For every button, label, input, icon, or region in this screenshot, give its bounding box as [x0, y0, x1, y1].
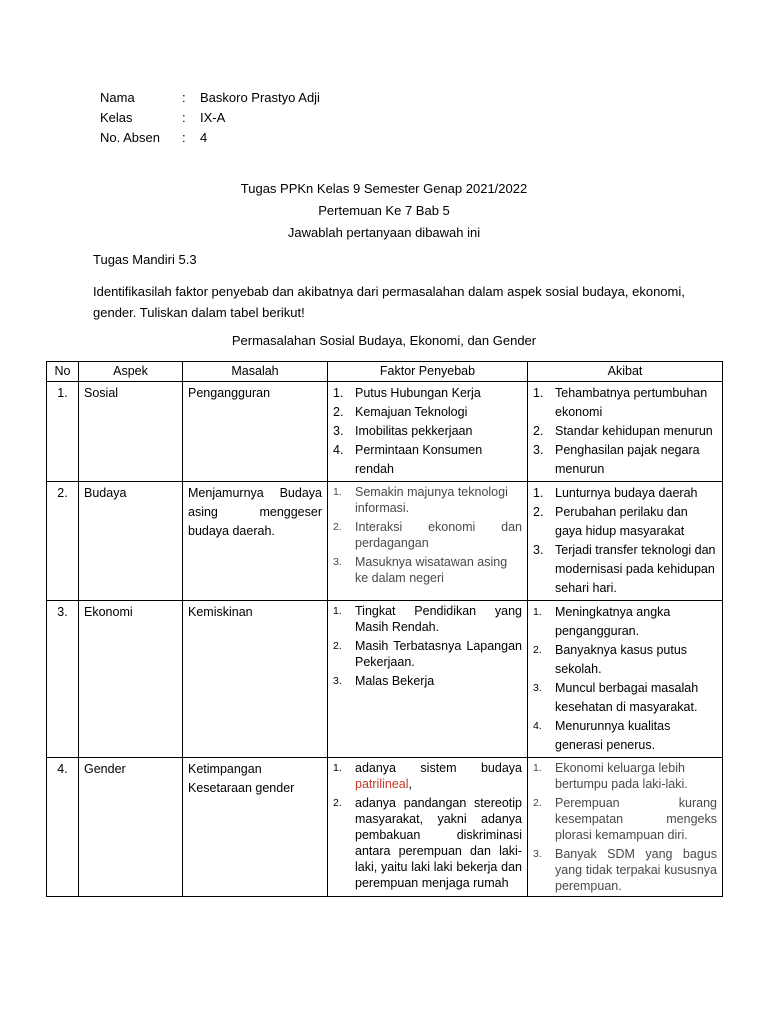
- list-number: 4.: [533, 720, 542, 732]
- header-akibat: Akibat: [528, 362, 723, 382]
- faktor-list: [333, 760, 522, 891]
- list-number: 3.: [333, 556, 342, 568]
- header-faktor: Faktor Penyebab: [328, 362, 528, 382]
- row-number: 4.: [47, 758, 79, 897]
- list-text-main: adanya sistem budaya: [355, 761, 522, 775]
- row-masalah: Ketimpangan Kesetaraan gender: [183, 758, 328, 897]
- list-number: 1.: [333, 762, 342, 774]
- list-number: 2.: [333, 521, 342, 533]
- row-akibat: [528, 601, 723, 758]
- header-masalah: Masalah: [183, 362, 328, 382]
- row-aspek: Budaya: [79, 482, 183, 601]
- list-number: 3.: [333, 424, 344, 438]
- absen-colon: :: [182, 130, 186, 145]
- list-number: 1.: [533, 386, 544, 400]
- list-number: 2.: [533, 797, 542, 809]
- row-faktor: [328, 382, 528, 482]
- row-faktor: [328, 482, 528, 601]
- faktor-list: [333, 603, 522, 689]
- row-number: 2.: [47, 482, 79, 601]
- list-item: [533, 422, 717, 441]
- list-number: 3.: [533, 443, 544, 457]
- list-number: 1.: [533, 486, 544, 500]
- table-title: Permasalahan Sosial Budaya, Ekonomi, dan Gender: [231, 333, 537, 348]
- list-item: [333, 484, 522, 516]
- list-text: Meningkatnya angka pengangguran.: [555, 605, 671, 638]
- list-item: [533, 384, 717, 422]
- list-item: [533, 503, 717, 541]
- row-akibat: [528, 758, 723, 897]
- list-text: Putus Hubungan Kerja: [355, 386, 481, 400]
- heading-line-1: Tugas PPKn Kelas 9 Semester Genap 2021/2022: [240, 181, 528, 196]
- list-text: Penghasilan pajak negara menurun: [555, 443, 700, 476]
- akibat-list: [533, 384, 717, 479]
- list-text-end: ,: [408, 777, 412, 791]
- heading-line-3: Jawablah pertanyaan dibawah ini: [287, 225, 481, 240]
- list-item: [333, 603, 522, 635]
- row-number: 1.: [47, 382, 79, 482]
- list-number: 3.: [533, 848, 542, 860]
- class-value: IX-A: [200, 110, 226, 125]
- list-text: Terjadi transfer teknologi dan modernisasi pada kehidupan sehari hari.: [555, 543, 716, 595]
- absen-value: 4: [200, 130, 208, 145]
- list-item: [533, 441, 717, 479]
- list-item: [533, 603, 717, 641]
- list-number: 2.: [533, 644, 542, 656]
- row-aspek: Ekonomi: [79, 601, 183, 758]
- list-text: Interaksi ekonomi dan perdagangan: [355, 520, 522, 550]
- list-text: Semakin majunya teknologi informasi.: [355, 485, 508, 515]
- row-akibat: [528, 382, 723, 482]
- row-aspek: Gender: [79, 758, 183, 897]
- list-text: Banyak SDM yang bagus yang tidak terpakai kususnya perempuan.: [555, 847, 717, 893]
- akibat-list: [533, 760, 717, 894]
- table-header-row: [47, 362, 723, 382]
- name-colon: :: [182, 90, 186, 105]
- list-item: [333, 673, 522, 689]
- akibat-list: [533, 484, 717, 598]
- row-masalah: Pengangguran: [183, 382, 328, 482]
- row-masalah: Menjamurnya Budaya asing menggeser budaya daerah.: [183, 482, 328, 601]
- list-item: [533, 795, 717, 843]
- list-number: 1.: [333, 386, 344, 400]
- list-item: [333, 554, 522, 586]
- list-number: 1.: [333, 605, 342, 617]
- list-number: 3.: [533, 682, 542, 694]
- list-text: Permintaan Konsumen rendah: [355, 443, 483, 476]
- list-number: 1.: [533, 606, 542, 618]
- list-number: 3.: [533, 543, 544, 557]
- list-item: [333, 422, 522, 441]
- list-item: [333, 795, 522, 891]
- list-text: Imobilitas pekkerjaan: [355, 424, 473, 438]
- task-title: Tugas Mandiri 5.3: [93, 252, 197, 267]
- identity-class-row: [100, 108, 320, 128]
- identity-name-row: [100, 88, 320, 108]
- table-row: [47, 601, 723, 758]
- list-item: [333, 519, 522, 551]
- list-text: Tingkat Pendidikan yang Masih Rendah.: [355, 604, 522, 634]
- list-text: Perempuan kurang kesempatan mengeks plorasi kemampuan diri.: [555, 796, 717, 842]
- list-text: Masuknya wisatawan asing ke dalam negeri: [355, 555, 508, 585]
- highlight-term: patrilineal: [355, 777, 409, 791]
- list-text: Malas Bekerja: [355, 674, 435, 688]
- list-text: Tehambatnya pertumbuhan ekonomi: [555, 386, 708, 419]
- list-number: 2.: [333, 405, 344, 419]
- row-faktor: [328, 601, 528, 758]
- identity-absen-row: [100, 128, 320, 148]
- list-item: [533, 484, 717, 503]
- row-faktor: [328, 758, 528, 897]
- table-row: [47, 758, 723, 897]
- list-text: Lunturnya budaya daerah: [555, 486, 698, 500]
- row-aspek: Sosial: [79, 382, 183, 482]
- document-heading: [0, 178, 768, 244]
- faktor-list: [333, 384, 522, 479]
- list-item: [333, 638, 522, 670]
- list-text: Banyaknya kasus putus sekolah.: [555, 643, 688, 676]
- list-text: Standar kehidupan menurun: [555, 424, 713, 438]
- absen-label: No. Absen: [100, 130, 160, 145]
- name-label: Nama: [100, 90, 135, 105]
- task-instruction: Identifikasilah faktor penyebab dan akibatnya dari permasalahan dalam aspek sosial budaya, ekonomi, gender. Tuliskan dalam tabel berikut!: [93, 284, 685, 320]
- problem-table: [46, 361, 723, 897]
- list-item: [533, 760, 717, 792]
- list-text: adanya pandangan stereotip masyarakat, yakni adanya pembakuan diskriminasi antara perempuan dan laki-laki, yaitu laki laki bekerja dan perempuan menjaga rumah: [355, 796, 522, 890]
- row-masalah: Kemiskinan: [183, 601, 328, 758]
- list-item: [533, 679, 717, 717]
- table-row: [47, 482, 723, 601]
- list-number: 2.: [533, 505, 544, 519]
- faktor-list: [333, 484, 522, 586]
- list-item: [333, 403, 522, 422]
- list-number: 1.: [533, 762, 542, 774]
- list-item: [533, 641, 717, 679]
- heading-line-2: Pertemuan Ke 7 Bab 5: [318, 203, 450, 218]
- class-label: Kelas: [100, 110, 133, 125]
- list-number: 3.: [333, 675, 342, 687]
- list-text: Muncul berbagai masalah kesehatan di masyarakat.: [555, 681, 699, 714]
- list-text: [355, 760, 522, 792]
- list-item: [333, 441, 522, 479]
- identity-block: [100, 88, 320, 148]
- row-akibat: [528, 482, 723, 601]
- list-text: Ekonomi keluarga lebih bertumpu pada laki-laki.: [555, 761, 688, 791]
- list-item: [533, 846, 717, 894]
- akibat-list: [533, 603, 717, 755]
- list-number: 2.: [533, 424, 544, 438]
- list-text: Perubahan perilaku dan gaya hidup masyarakat: [555, 505, 688, 538]
- name-value: Baskoro Prastyo Adji: [200, 90, 320, 105]
- list-item: [333, 384, 522, 403]
- list-text: Menurunnya kualitas generasi penerus.: [555, 719, 671, 752]
- table-row: [47, 382, 723, 482]
- list-item: [533, 717, 717, 755]
- header-aspek: Aspek: [79, 362, 183, 382]
- list-text: Masih Terbatasnya Lapangan Pekerjaan.: [355, 639, 522, 669]
- list-number: 2.: [333, 797, 342, 809]
- class-colon: :: [182, 110, 186, 125]
- list-item: [333, 760, 522, 792]
- list-item: [533, 541, 717, 598]
- list-number: 4.: [333, 443, 344, 457]
- header-no: No: [47, 362, 79, 382]
- row-number: 3.: [47, 601, 79, 758]
- list-number: 1.: [333, 486, 342, 498]
- list-number: 2.: [333, 640, 342, 652]
- list-text: Kemajuan Teknologi: [355, 405, 468, 419]
